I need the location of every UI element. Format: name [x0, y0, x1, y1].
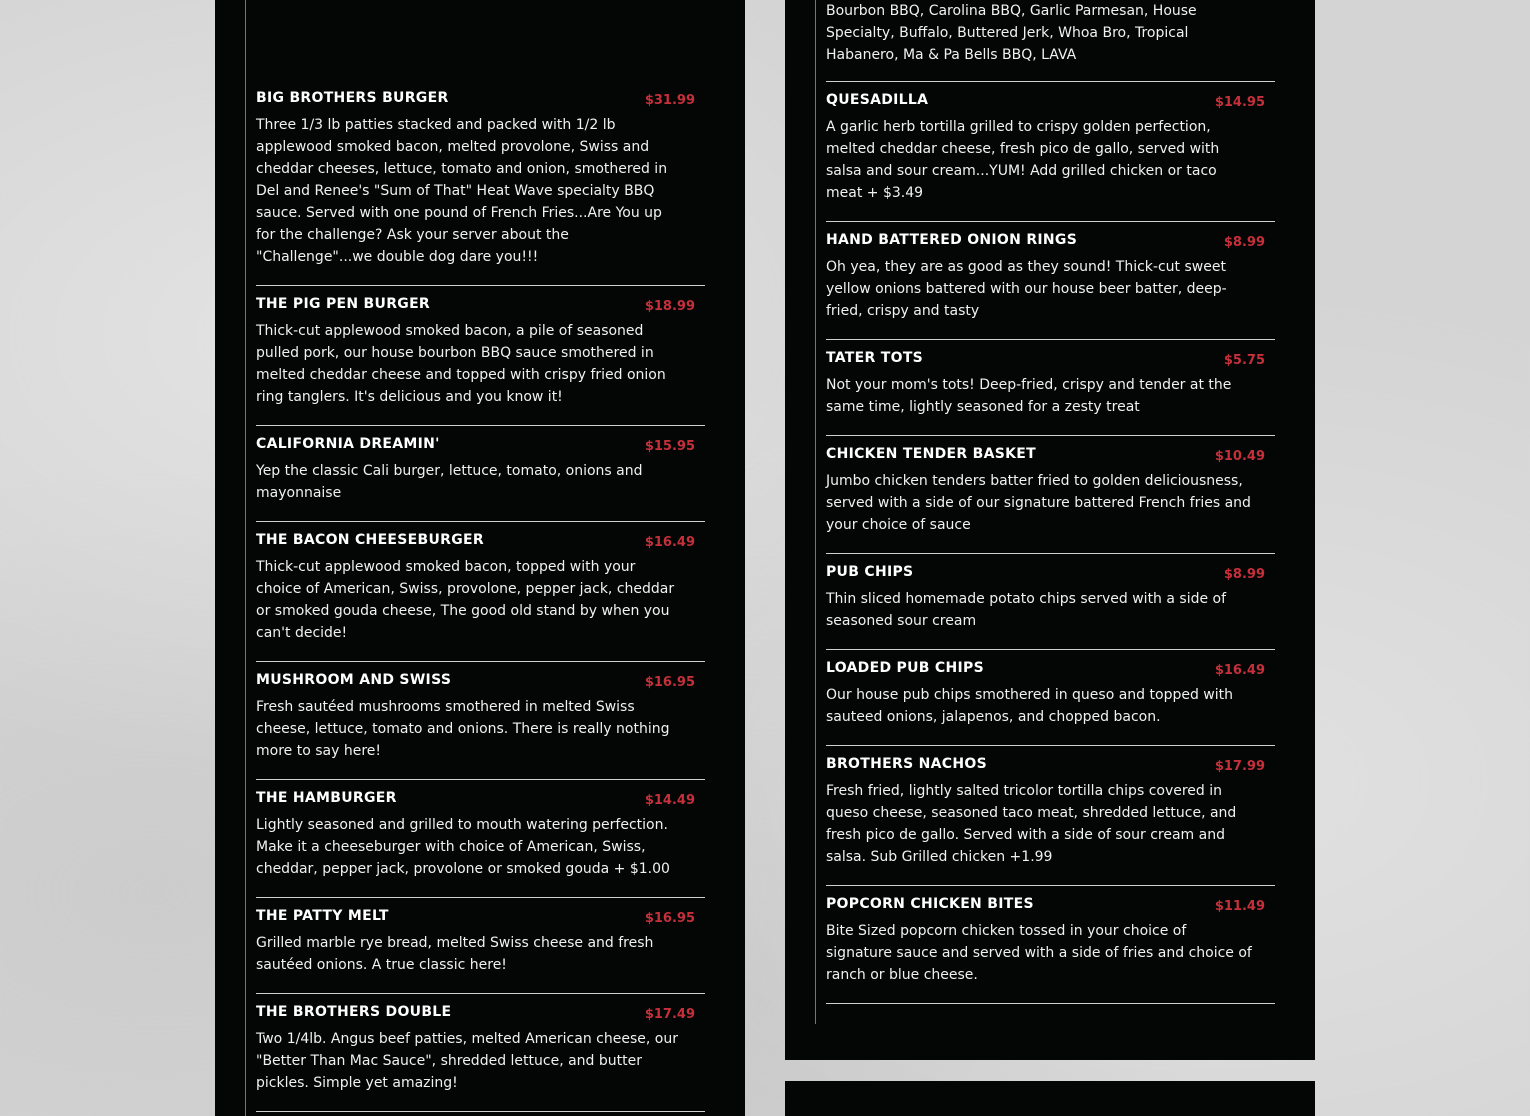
item-price: $15.95 — [644, 439, 695, 454]
item-price: $8.99 — [1223, 235, 1265, 250]
item-price: $5.75 — [1223, 353, 1265, 368]
menu-panel-right — [785, 0, 1315, 1060]
item-price: $16.49 — [1214, 663, 1265, 678]
menu-panel-left — [215, 0, 745, 1116]
item-price: $16.95 — [644, 911, 695, 926]
item-description: Fresh sautéed mushrooms smothered in melted Swiss cheese, lettuce, tomato and onions. There is really nothing more to say here! — [256, 699, 670, 759]
menu-item — [256, 780, 705, 898]
menu-item — [826, 436, 1275, 554]
item-description: Bite Sized popcorn chicken tossed in your choice of signature sauce and served with a side of fries and choice of ranch or blue cheese. — [826, 923, 1252, 983]
item-name: THE BROTHERS DOUBLE — [256, 1004, 452, 1020]
item-description: Yep the classic Cali burger, lettuce, tomato, onions and mayonnaise — [256, 463, 643, 501]
item-name: POPCORN CHICKEN BITES — [826, 896, 1034, 912]
item-price: $10.49 — [1214, 449, 1265, 464]
item-description: Not your mom's tots! Deep-fried, crispy and tender at the same time, lightly seasoned for a zesty treat — [826, 377, 1232, 415]
item-description: Two 1/4lb. Angus beef patties, melted American cheese, our "Better Than Mac Sauce", shredded lettuce, and butter pickles. Simple yet amazing! — [256, 1031, 678, 1091]
item-description: A garlic herb tortilla grilled to crispy golden perfection, melted cheddar cheese, fresh pico de gallo, served with salsa and sour cream...YUM! Add grilled chicken or taco meat + $3.49 — [826, 119, 1220, 201]
menu-item — [256, 662, 705, 780]
item-price: $16.95 — [644, 675, 695, 690]
item-description: Thick-cut applewood smoked bacon, a pile of seasoned pulled pork, our house bourbon BBQ sauce smothered in melted cheddar cheese and topped with crispy fried onion ring tanglers. It's delicious and you know it! — [256, 323, 666, 405]
item-price: $11.49 — [1214, 899, 1265, 914]
item-price: $16.49 — [644, 535, 695, 550]
menu-panel-next — [785, 1081, 1315, 1116]
item-name: LOADED PUB CHIPS — [826, 660, 984, 676]
menu-item — [256, 898, 705, 994]
item-description: Fresh fried, lightly salted tricolor tortilla chips covered in queso cheese, seasoned taco meat, shredded lettuce, and fresh pico de gallo. Served with a side of sour cream and salsa. Sub Grilled chicken +1.99 — [826, 783, 1237, 865]
item-name: THE PIG PEN BURGER — [256, 296, 431, 312]
item-name: THE PATTY MELT — [256, 908, 389, 924]
item-name: THE HAMBURGER — [256, 790, 397, 806]
item-name: MUSHROOM AND SWISS — [256, 672, 452, 688]
menu-item — [256, 80, 705, 286]
item-name: PUB CHIPS — [826, 564, 914, 580]
menu-item — [256, 426, 705, 522]
item-price: $14.95 — [1214, 95, 1265, 110]
item-price: $17.49 — [644, 1007, 695, 1022]
item-price: $14.49 — [644, 793, 695, 808]
menu-item — [256, 286, 705, 426]
menu-item — [826, 340, 1275, 436]
item-description: Thick-cut applewood smoked bacon, topped with your choice of American, Swiss, provolone, pepper jack, cheddar or smoked gouda cheese, The good old stand by when you can't decide! — [256, 559, 675, 641]
item-price: $18.99 — [644, 299, 695, 314]
item-description: Three 1/3 lb patties stacked and packed with 1/2 lb applewood smoked bacon, melted provolone, Swiss and cheddar cheeses, lettuce, tomato and onion, smothered in Del and Renee's "Sum of That" Heat Wave specialty BBQ sauce. Served with one pound of French Fries...Are You up for the challenge? Ask your server about the "Challenge"...we double dog dare you!!! — [256, 117, 668, 265]
item-name: BIG BROTHERS BURGER — [256, 90, 449, 106]
item-description: Our house pub chips smothered in queso and topped with sauteed onions, jalapenos, and chopped bacon. — [826, 687, 1233, 725]
accent-divider-line — [815, 0, 816, 1024]
accent-divider-line — [245, 0, 246, 1116]
item-description: Thin sliced homemade potato chips served with a side of seasoned sour cream — [826, 591, 1227, 629]
item-price: $17.99 — [1214, 759, 1265, 774]
item-description: Lightly seasoned and grilled to mouth watering perfection. Make it a cheeseburger with choice of American, Swiss, cheddar, pepper jack, provolone or smoked gouda + $1.00 — [256, 817, 670, 877]
item-name: TATER TOTS — [826, 350, 924, 366]
item-name: THE BACON CHEESEBURGER — [256, 532, 484, 548]
item-price: $8.99 — [1223, 567, 1265, 582]
menu-item-list-left — [256, 80, 705, 1112]
menu-item — [826, 554, 1275, 650]
menu-item — [826, 82, 1275, 222]
menu-item — [826, 650, 1275, 746]
menu-item — [826, 746, 1275, 886]
menu-item — [256, 522, 705, 662]
item-name: HAND BATTERED ONION RINGS — [826, 232, 1078, 248]
item-name: CALIFORNIA DREAMIN' — [256, 436, 440, 452]
menu-item — [826, 886, 1275, 1004]
item-description: Oh yea, they are as good as they sound! Thick-cut sweet yellow onions battered with our house beer batter, deep-fried, crispy and tasty — [826, 259, 1227, 319]
item-name: BROTHERS NACHOS — [826, 756, 987, 772]
item-name: CHICKEN TENDER BASKET — [826, 446, 1036, 462]
item-name: QUESADILLA — [826, 92, 929, 108]
menu-item-list-right — [826, 0, 1275, 1004]
item-description: Grilled marble rye bread, melted Swiss cheese and fresh sautéed onions. A true classic here! — [256, 935, 654, 973]
item-description: Jumbo chicken tenders batter fried to golden deliciousness, served with a side of our signature battered French fries and your choice of sauce — [826, 473, 1251, 533]
menu-item — [826, 222, 1275, 340]
menu-item — [256, 994, 705, 1112]
sauce-options-description: Bourbon BBQ, Carolina BBQ, Garlic Parmesan, House Specialty, Buffalo, Buttered Jerk, Whoa Bro, Tropical Habanero, Ma & Pa Bells BBQ, LAVA — [826, 0, 1275, 82]
item-price: $31.99 — [644, 93, 695, 108]
